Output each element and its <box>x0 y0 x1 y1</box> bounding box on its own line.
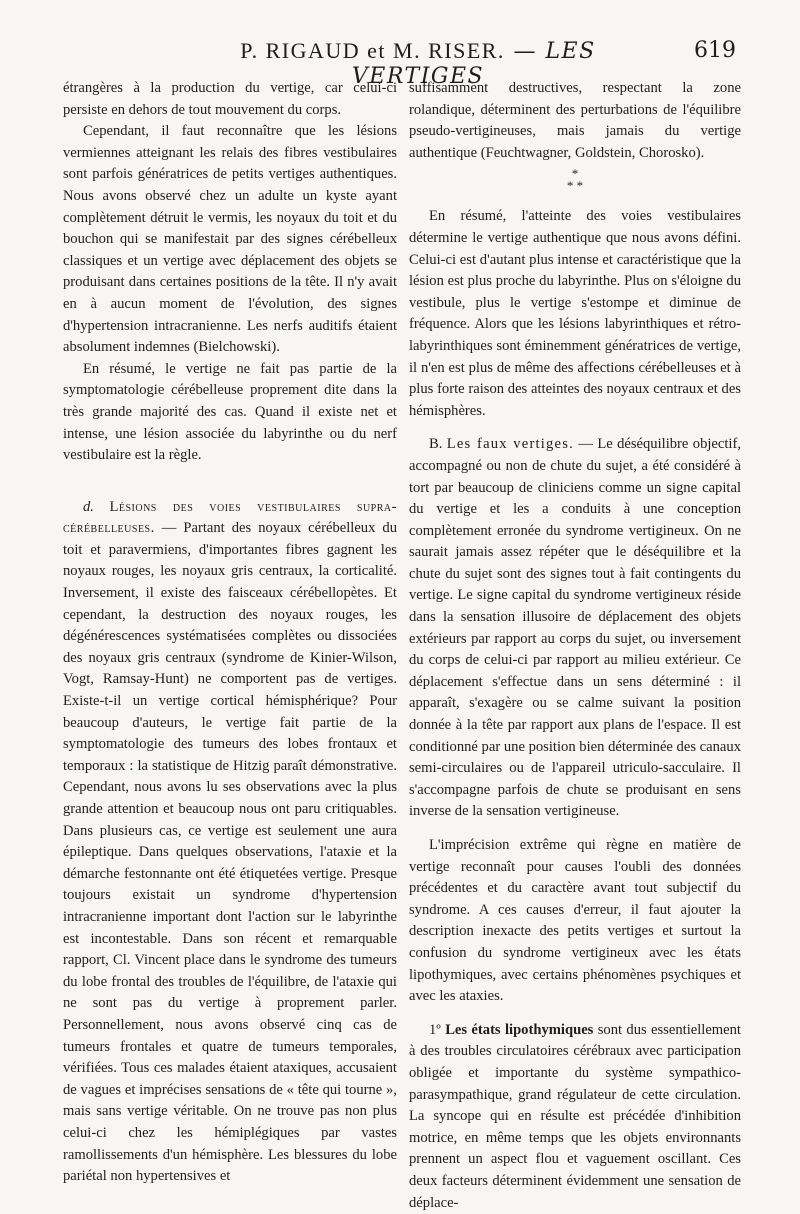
section-label: B. <box>429 436 443 453</box>
right-column <box>409 78 741 1214</box>
paragraph: suffisamment destructives, respectant la zone rolandique, déterminent des perturbations de l'équilibre pseudo-vertigineuses, mais jamais du vertige authentique (Feuchtwagner, Goldstein, Chorosko). <box>409 80 741 161</box>
paragraph: Cependant, il faut reconnaître que les lésions vermiennes atteignant les relais des fibres vestibulaires sont parfois génératrices de petits vertiges authentiques. Nous avons observé chez un adulte un kyste ayant complètement détruit le vermis, les noyaux du toit et du bouchon qui se manifestait par des signes cérébelleux classiques et un vertige avec déplacement des objets se produisant dans certaines positions de la tête. Il n'y avait en à aucun moment de l'évolution, des signes d'hypertension intracranienne. Les nerfs auditifs étaient absolument indemnes (Bielchowski). <box>63 123 397 356</box>
page-number: 619 <box>694 38 736 63</box>
book-title: LES VERTIGES <box>351 39 596 89</box>
section-label: 1º <box>429 1021 441 1038</box>
section-heading: Lésions des voies vestibulaires supra-cérébelleuses. <box>63 498 397 537</box>
section-body: sont dus essentiellement à des troubles circulatoires cérébraux avec participation obligée et importante du système sympathico-parasympathique, grand régulateur de cette circulation. La syncope qui en résulte est précédée d'inhibition motrice, en même temps que les objets environnants prennent un aspect flou et vaguement oscillant. Ces deux facteurs déterminent évidemment une sensation de déplace- <box>409 1021 741 1211</box>
section-body: Le déséquilibre objectif, accompagné ou non de chute du sujet, a été considéré à tort par beaucoup de cliniciens comme un signe capital du vertige et les a conduits à une conception complètement erronée du syndrome vertigineux. On ne saurait jamais assez répéter que le déséquilibre et la chute du sujet sont des signes tout à fait contingents du vertige. Le signe capital du syndrome vertigineux réside dans la sensation illusoire de déplacement des objets extérieurs par rapport au corps du sujet, ou inversement du corps de celui-ci par rapport au milieu extérieur. Ce déplacement s'effectue dans un sens déterminé : il apparaît, s'exagère ou se calme suivant la position donnée à la tête par rapport aux plans de l'espace. Il est conditionné par une position bien déterminée des canaux semi-circulaires ou de l'appareil utriculo-sacculaire. Il s'accompagne parfois de chute se produisant en sens inverse de la sensation vertigineuse. <box>409 436 741 820</box>
section-paragraph <box>63 497 397 1188</box>
paragraph: En résumé, l'atteinte des voies vestibulaires détermine le vertige authentique que nous avons défini. Celui-ci est d'autant plus intense et caractéristique que la lésion est plus proche du labyrinthe. Plus on s'éloigne du vestibule, plus le vertige s'estompe et diminue de fréquence. Alors que les lésions labyrinthiques et rétro-labyrinthiques sont éminemment génératrices de vertige, il n'en est plus de même des affections cérébelleuses et à plus forte raison des atteintes des noyaux centraux et des hémisphères. <box>409 208 741 419</box>
running-head <box>60 38 736 89</box>
section-label: d. <box>83 498 94 515</box>
paragraph: étrangères à la production du vertige, car celui-ci persiste en dehors de tout mouvement du corps. <box>63 80 397 118</box>
asterism-bottom: * * <box>566 178 584 194</box>
authors: P. RIGAUD et M. RISER. <box>240 38 505 63</box>
asterism-top: * <box>571 166 579 182</box>
heading-dash: — <box>161 520 177 537</box>
paragraph: L'imprécision extrême qui règne en matière de vertige reconnaît pour causes l'oubli des données précédentes et du caractère avant tout subjectif du syndrome. A ces causes d'erreur, il faut ajouter la description inexacte des petits vertiges et surtout la confusion du syndrome vertigineux avec les états lipothymiques, avec certains phénomènes psychiques et avec les ataxies. <box>409 837 741 1005</box>
section-paragraph <box>409 1020 741 1214</box>
asterism <box>409 168 741 192</box>
left-column <box>63 78 397 1188</box>
section-heading: Les états lipothymiques <box>445 1021 594 1038</box>
title-dash: — <box>513 39 537 64</box>
section-body: Partant des noyaux cérébelleux du toit et paravermiens, d'importantes fibres gagnent les noyaux rouges, les noyaux gris centraux, la corticalité. Inversement, il existe des faisceaux cérébellopètes. Et cependant, la destruction des noyaux rouges, les dégénérescences systématisées complètes ou dissociées des noyaux gris centraux (syndrome de Kinier-Wilson, Vogt, Ramsay-Hunt) ne comportent pas de vertiges. Existe-t-il un vertige cortical hémisphérique? Pour beaucoup d'auteurs, le vertige fait partie de la symptomatologie des tumeurs des lobes frontaux et temporaux : la statistique de Hitzig paraît démonstrative. Cependant, nous avons lu ses observations avec la plus grande attention et beaucoup nous ont paru critiquables. Dans plusieurs cas, ce vertige est seulement une aura épileptique. Dans quelques observations, l'ataxie et la démarche festonnante ont été étiquetées vertige. Presque toujours existait un syndrome d'hypertension intracranienne important dont l'action sur le labyrinthe est incontestable. Dans son récent et remarquable rapport, Cl. Vincent place dans le syndrome des tumeurs du lobe frontal des troubles de l'équilibre, de l'ataxie qui ne sont pas du vertige à proprement parler. Personnellement, nous avons observé cinq cas de tumeurs frontales et quatre de tumeurs temporales, vérifiées. Tous ces malades étaient ataxiques, accusaient de vagues et imprécises sensations de « tête qui tourne », mais sans vertige véritable. On ne trouve pas non plus celui-ci chez les hémiplégiques par vastes ramollissements d'un hémisphère. Les blessures du lobe pariétal non hypertensives et <box>63 520 398 1185</box>
section-heading: Les faux vertiges. <box>446 436 574 453</box>
section-paragraph <box>409 434 741 823</box>
paragraph: En résumé, le vertige ne fait pas partie de la symptomatologie cérébelleuse proprement dite dans la très grande majorité des cas. Quand il existe net et intense, une lésion associée du labyrinthe ou du nerf vestibulaire est la règle. <box>63 360 397 464</box>
heading-dash: — <box>578 436 593 453</box>
